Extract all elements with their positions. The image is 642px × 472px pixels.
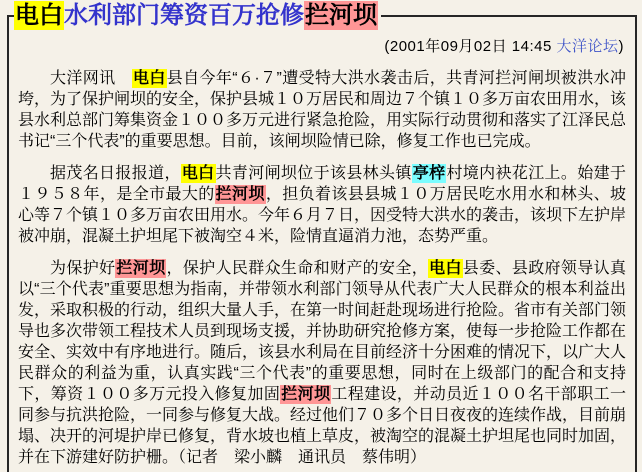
dateline xyxy=(18,35,624,56)
agency-lead: 大洋网讯 xyxy=(50,69,132,87)
title-main-text: 水利部门筹资百万抢修 xyxy=(64,2,304,29)
body-text: 县委、县政府领导认真以“三个代表”重要思想为指南，并带领水利部门领导从代表广大人民群众的根本利益出发，采取积极的行动，组织大量人手，在第一时间赶赴现场进行抢险。省市有关部门领导也多次带领工程技术人员到现场支援，并协助研究抢修方案，使每一步抢险工作都在安全、实效中有序地进行。随后，该县水利局在目前经济十分困难的情况下，以广大人民群众的利益为重，认真实践“三个代表”的重要思想，同时在上级部门的配合和支持下，筹资１００多万元投入修复加固 xyxy=(18,259,627,403)
paragraph-1 xyxy=(18,68,626,152)
title-keyword-dianbai: 电白 xyxy=(15,2,63,29)
body-text: 工程建设，并动员近１００名干部职工一同参与抗洪抢险，一同参与修复大战。经过他们７０多个日日夜夜的连续作战，目前崩塌、决开的河堤护岸已修复，背水坡也植上草皮，被淘空的混凝土护坦尾也同时加固，并在下游建好防护栅。（记者 梁小麟 通讯员 蔡伟明） xyxy=(18,385,627,466)
article-box xyxy=(7,2,637,472)
keyword-dianbai: 电白 xyxy=(132,69,166,87)
body-text: ，保护人民群众生命和财产的安全， xyxy=(166,259,429,277)
body-text: 为保护好 xyxy=(50,259,116,277)
body-text: 共青河闸坝位于该县林头镇 xyxy=(215,164,412,182)
keyword-lanheba: 拦河坝 xyxy=(281,385,331,403)
keyword-lanheba: 拦河坝 xyxy=(215,185,265,203)
article-title xyxy=(14,2,381,31)
keyword-dianbai: 电白 xyxy=(181,164,215,182)
paragraph-3 xyxy=(18,258,626,468)
forum-link[interactable]: 大洋论坛 xyxy=(556,37,619,55)
keyword-dianbai: 电白 xyxy=(429,259,462,277)
dateline-close-paren: ) xyxy=(618,37,624,55)
dateline-timestamp: (2001年09月02日 14:45 xyxy=(384,37,557,55)
body-text: 据茂名日报报道， xyxy=(50,164,181,182)
keyword-tingzi: 亭梓 xyxy=(412,164,446,182)
body-text: 村境内袂花江上。始建于１９５８年，是全市最大的 xyxy=(18,164,626,203)
title-keyword-lanheba: 拦河坝 xyxy=(305,2,377,29)
article-body xyxy=(18,68,626,468)
paragraph-2 xyxy=(18,163,626,247)
body-text: 县自今年“６·７”遭受特大洪水袭击后，共青河拦河闸坝被洪水冲垮，为了保护闸坝的安全，保护县城１０万居民和周边７个镇１０多万亩农田用水，该县水利总部门筹集资金１００多万元进行紧急抢险，用实际行动贯彻和落实了江泽民总书记“三个代表”的重要思想。目前，该闸坝险情已除，修复工作也已完成。 xyxy=(18,69,627,150)
body-text: ，担负着该县县城１０万居民吃水用水和林头、坡心等７个镇１０多万亩农田用水。今年６月７日，因受特大洪水的袭击，该坝下左护岸被冲崩，混凝土护坦尾下被淘空４米，险情直逼消力池，态势严重。 xyxy=(18,185,627,245)
keyword-lanheba: 拦河坝 xyxy=(116,259,166,277)
